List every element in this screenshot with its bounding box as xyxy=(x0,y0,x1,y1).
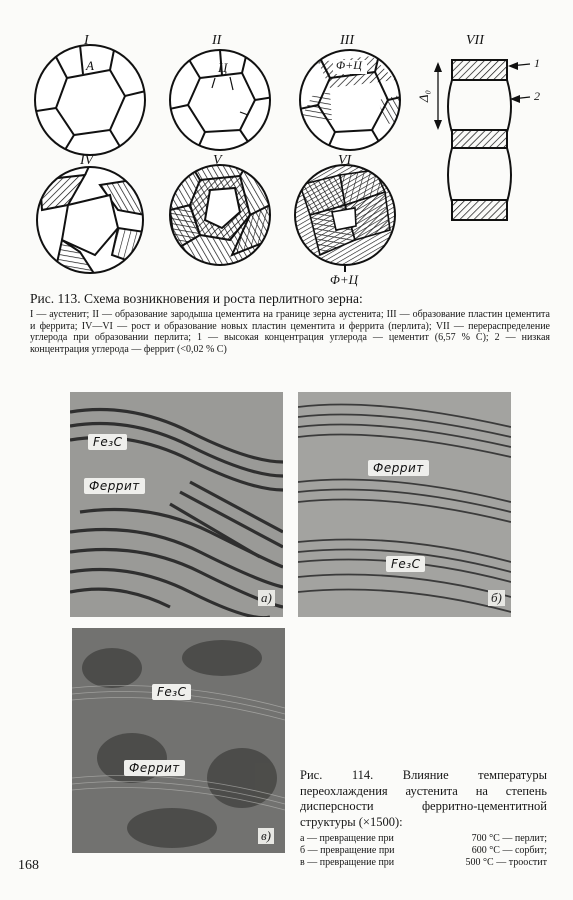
panel-label-III: III xyxy=(340,33,354,48)
figure-114-caption-title: Рис. 114. Влияние температуры переохлаждения аустенита на степень дисперсности ферритно-цементитной структуры (×1500): xyxy=(300,768,547,829)
panel-label-VI: VI xyxy=(338,153,352,168)
label-austenite: A xyxy=(86,58,94,73)
caption-item-a-right: 700 °С — перлит; xyxy=(471,833,547,844)
micrograph-a-texture xyxy=(70,392,283,617)
caption-item-b xyxy=(300,845,547,857)
caption-item-b-right: 600 °С — сорбит; xyxy=(471,845,547,856)
label-arrow-1: 1 xyxy=(534,56,540,70)
caption-item-b-left: б — превращение при xyxy=(300,845,395,856)
micrograph-a-label-ferrite: Феррит xyxy=(84,478,145,494)
panel-label-V: V xyxy=(213,153,222,168)
figure-113-caption-title: Рис. 113. Схема возникновения и роста перлитного зерна: xyxy=(30,291,363,306)
panel-VI xyxy=(295,165,395,272)
figure-113-caption xyxy=(30,290,550,355)
panel-label-IV: IV xyxy=(80,153,94,168)
micrograph-a-sublabel: а) xyxy=(258,590,275,606)
caption-item-c-right: 500 °С — троостит xyxy=(465,857,547,868)
micrograph-b-label-fe3c: Fe₃C xyxy=(386,556,425,572)
micrograph-b xyxy=(298,392,511,617)
panel-label-I: I xyxy=(84,33,89,48)
label-ferrite-cementite: Φ+Ц xyxy=(336,58,362,72)
micrograph-b-label-ferrite: Феррит xyxy=(368,460,429,476)
panel-label-II: II xyxy=(212,33,222,48)
micrograph-c xyxy=(72,628,285,853)
micrograph-a xyxy=(70,392,283,617)
panel-IV xyxy=(37,160,145,275)
caption-item-a xyxy=(300,833,547,845)
micrograph-c-sublabel: в) xyxy=(258,828,274,844)
micrograph-a-label-fe3c: Fe₃C xyxy=(88,434,127,450)
micrograph-c-label-fe3c: Fe₃C xyxy=(152,684,191,700)
panel-VII xyxy=(434,60,530,220)
panel-V xyxy=(170,162,270,265)
label-delta0: Δ₀ xyxy=(416,89,432,103)
caption-item-a-left: а — превращение при xyxy=(300,833,394,844)
page-number: 168 xyxy=(18,858,39,873)
micrograph-c-label-ferrite: Феррит xyxy=(124,760,185,776)
micrograph-b-texture xyxy=(298,392,511,617)
label-ferrite-cementite-bottom: Φ+Ц xyxy=(330,272,359,287)
figure-114-caption xyxy=(300,768,547,869)
micrograph-c-texture xyxy=(72,628,285,853)
caption-item-c-left: в — превращение при xyxy=(300,857,395,868)
label-cementite: Ц xyxy=(218,60,228,75)
caption-item-c xyxy=(300,857,547,869)
label-arrow-2: 2 xyxy=(534,89,540,103)
panel-label-VII: VII xyxy=(466,33,484,48)
figure-113-caption-legend: I — аустенит; II — образование зародыша цементита на границе зерна аустенита; III — образование пластин цементита и феррита; IV—VI — рост и образование новых пластин цементита и феррита (перлита); VII — перераспределение углерода при образовании перлита; 1 — высокая концентрация углерода — цементит (6,57 % С); 2 — низкая концентрация углерода — феррит (<0,02 % С) xyxy=(30,309,550,355)
micrograph-b-sublabel: б) xyxy=(488,590,505,606)
